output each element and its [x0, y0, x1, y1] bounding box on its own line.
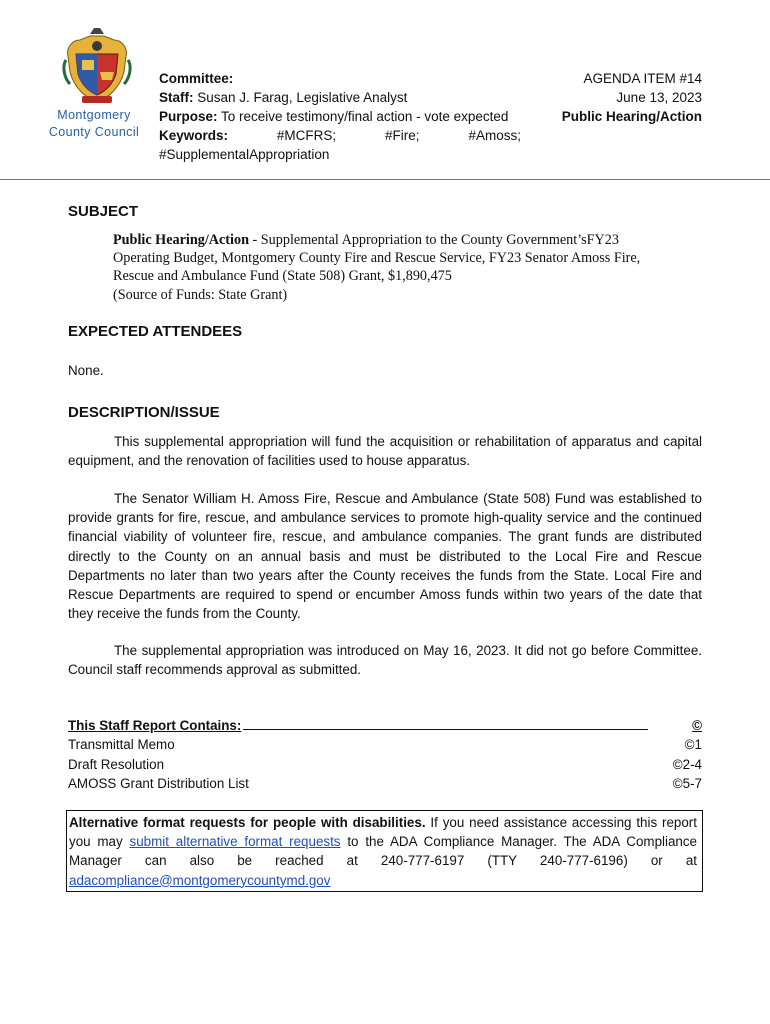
committee-label: Committee: [159, 71, 234, 86]
description-heading: DESCRIPTION/ISSUE [68, 404, 220, 421]
agenda-date: June 13, 2023 [616, 90, 702, 105]
accessibility-notice [66, 810, 703, 892]
description-para-2 [68, 489, 702, 623]
agenda-item-number: AGENDA ITEM #14 [583, 71, 702, 86]
staff-label: Staff: [159, 90, 194, 105]
county-seal-logo [60, 26, 134, 106]
list-item [68, 735, 702, 754]
report-contents [68, 716, 702, 793]
subject-text [113, 231, 673, 304]
contents-item-label: AMOSS Grant Distribution List [68, 775, 249, 791]
header-divider [0, 179, 770, 180]
council-name [40, 107, 148, 141]
accessibility-text-1: If you need assistance accessing this report you may [69, 815, 697, 850]
agenda-info [562, 69, 702, 126]
contents-item-label: Transmittal Memo [68, 737, 175, 753]
subject-bold-lead: Public Hearing/Action [113, 232, 249, 248]
agenda-action: Public Hearing/Action [561, 109, 702, 124]
keyword: #MCFRS; [276, 128, 337, 143]
accessibility-text-2: to the ADA Compliance Manager. The ADA Compliance Manager can also be reached at 240-777-6197 (TTY 240-777-6196) or at [69, 834, 698, 869]
alternative-format-link[interactable]: submit alternative format requests [129, 834, 341, 850]
list-item [68, 774, 702, 793]
description-para-3 [68, 641, 702, 679]
attendees-heading: EXPECTED ATTENDEES [68, 323, 243, 340]
purpose-value: To receive testimony/final action - vote expected [221, 109, 509, 124]
subject-body: - Supplemental Appropriation to the County Government’sFY23 Operating Budget, Montgomery County Fire and Rescue Service, FY23 Senator Amoss Fire, Rescue and Ambulance Fund (State 508) Grant, $1,890,475 [113, 232, 641, 285]
contents-heading: This Staff Report Contains: [68, 718, 242, 733]
contents-item-ref: ©1 [684, 737, 702, 753]
contents-item-ref: ©5-7 [672, 775, 702, 791]
subject-heading: SUBJECT [68, 203, 139, 220]
keyword: #Fire; [385, 128, 420, 143]
list-item [68, 755, 702, 774]
description-para-1 [68, 432, 702, 470]
contents-item-ref: ©2-4 [672, 756, 702, 772]
description-para-3-text: The supplemental appropriation was introduced on May 16, 2023. It did not go before Committee. Council staff recommends approval as submitted. [68, 643, 702, 678]
keywords-line2: #SupplementalAppropriation [159, 147, 330, 162]
accessibility-bold: Alternative format requests for people with disabilities. [69, 815, 426, 830]
report-meta [159, 69, 521, 164]
council-name-line1: Montgomery [57, 108, 131, 122]
staff-value: Susan J. Farag, Legislative Analyst [197, 90, 408, 105]
attendees-text: None. [68, 363, 104, 378]
ada-email-link[interactable]: adacompliance@montgomerycountymd.gov [69, 872, 331, 888]
contents-heading-ref: © [692, 718, 702, 733]
keyword: #Amoss; [468, 128, 521, 143]
purpose-label: Purpose: [159, 109, 218, 124]
contents-item-label: Draft Resolution [68, 756, 165, 772]
description-para-1-text: This supplemental appropriation will fund the acquisition or rehabilitation of apparatus and capital equipment, and the renovation of facilities used to house apparatus. [68, 434, 702, 469]
subject-source: (Source of Funds: State Grant) [113, 286, 288, 303]
contents-heading-rule [243, 716, 648, 730]
keywords-label: Keywords: [159, 128, 229, 143]
council-name-line2: County Council [48, 125, 140, 139]
description-para-2-text: The Senator William H. Amoss Fire, Rescue and Ambulance (State 508) Fund was established to provide grants for fire, rescue, and ambulance services to promote high-quality service and the continued financial viability of volunteer fire, rescue, and ambulance companies. The grant funds are distributed directly to the County on an annual basis and must be distributed to the Local Fire and Rescue Departments no later than two years after the County receives the funds from the State. Local Fire and Rescue Departments are required to spend or encumber Amoss funds within two years of the date that they receive the funds from the County. [68, 491, 702, 622]
